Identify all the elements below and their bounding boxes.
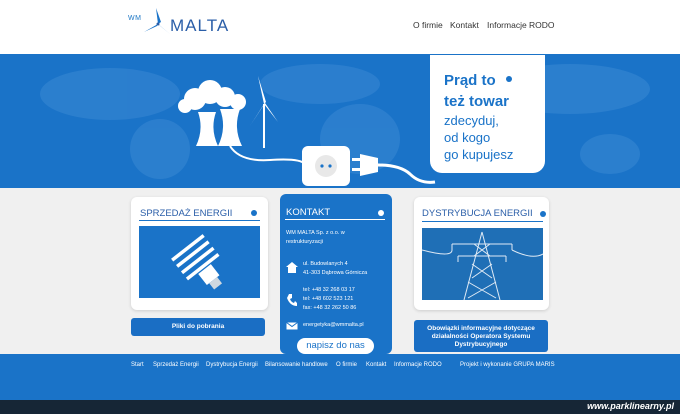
nav-informacje-rodo[interactable]: Informacje RODO xyxy=(487,20,555,30)
contact-dot-icon xyxy=(378,210,384,216)
contact-divider xyxy=(285,219,385,220)
dso-info-line-3: Dystrybucyjnego xyxy=(454,341,508,348)
distribution-title[interactable]: DYSTRYBUCJA ENERGII xyxy=(422,208,533,219)
write-to-us-button[interactable]: napisz do nas xyxy=(297,338,374,354)
cooling-tower-icon xyxy=(196,109,242,146)
smoke-cloud-icon xyxy=(178,80,246,113)
hero-banner xyxy=(0,54,680,188)
phone-icon xyxy=(287,294,297,306)
sales-image[interactable] xyxy=(139,226,260,298)
hero-line-4: od kogo xyxy=(444,130,491,145)
contact-title[interactable]: KONTAKT xyxy=(286,207,331,218)
download-files-button[interactable]: Pliki do pobrania xyxy=(131,318,265,336)
distribution-image[interactable] xyxy=(422,228,543,300)
hero-dot-icon xyxy=(506,76,512,82)
contact-address-2: 41-303 Dąbrowa Górnicza xyxy=(303,270,368,276)
hero-line-1: Prąd to xyxy=(444,72,496,89)
power-pylon-icon xyxy=(422,228,543,300)
footer-link-kontakt[interactable]: Kontakt xyxy=(366,362,387,368)
hero-line-2: też towar xyxy=(444,93,510,110)
sales-dot-icon xyxy=(251,210,257,216)
footer-credit[interactable]: Projekt i wykonanie GRUPA MARIS xyxy=(460,362,555,368)
contact-tel-1[interactable]: tel: +48 32 268 03 17 xyxy=(303,287,355,293)
footer-link-o-firmie[interactable]: O firmie xyxy=(336,362,357,368)
footer-link-dystrybucja[interactable]: Dystrybucja Energii xyxy=(206,362,258,368)
bottom-bar xyxy=(0,400,680,414)
hero-line-5: go kupujesz xyxy=(444,147,514,162)
footer-link-bilansowanie[interactable]: Bilansowanie handlowe xyxy=(265,362,328,368)
contact-email[interactable]: energetyka@wmmalta.pl xyxy=(303,322,364,328)
dso-info-button[interactable] xyxy=(414,320,548,352)
header xyxy=(0,0,680,54)
power-socket-icon xyxy=(302,146,350,186)
power-plug-icon xyxy=(352,154,435,182)
logo-small-text: WM xyxy=(128,15,142,22)
email-icon xyxy=(286,322,298,330)
contact-company: WM MALTA Sp. z o.o. w restrukturyzacji xyxy=(286,230,345,245)
hero-illustration xyxy=(0,54,680,188)
nav-o-firmie[interactable]: O firmie xyxy=(413,20,443,30)
energy-saving-bulb-icon xyxy=(139,226,260,298)
dso-info-line-2: działalności Operatora Systemu xyxy=(431,333,531,340)
contact-fax: fax: +48 32 262 50 86 xyxy=(303,305,357,311)
nav-kontakt[interactable]: Kontakt xyxy=(450,20,479,30)
distribution-dot-icon xyxy=(540,211,546,217)
sales-divider xyxy=(139,220,260,221)
footer-link-start[interactable]: Start xyxy=(131,362,144,368)
contact-address-1: ul. Budowlanych 4 xyxy=(303,261,348,267)
sales-title[interactable]: SPRZEDAŻ ENERGII xyxy=(140,208,233,219)
logo-text: MALTA xyxy=(170,16,230,35)
home-icon xyxy=(286,262,298,273)
contact-tel-2[interactable]: tel: +48 602 523 121 xyxy=(303,296,354,302)
watermark: www.parklinearny.pl xyxy=(587,401,674,411)
footer xyxy=(0,354,680,400)
hero-line-3: zdecyduj, xyxy=(444,113,499,128)
dso-info-line-1: Obowiązki informacyjne dotyczące xyxy=(427,325,535,332)
footer-link-sprzedaz[interactable]: Sprzedaż Energii xyxy=(153,362,199,368)
footer-link-rodo[interactable]: Informacje RODO xyxy=(394,362,442,368)
distribution-divider xyxy=(422,221,543,222)
